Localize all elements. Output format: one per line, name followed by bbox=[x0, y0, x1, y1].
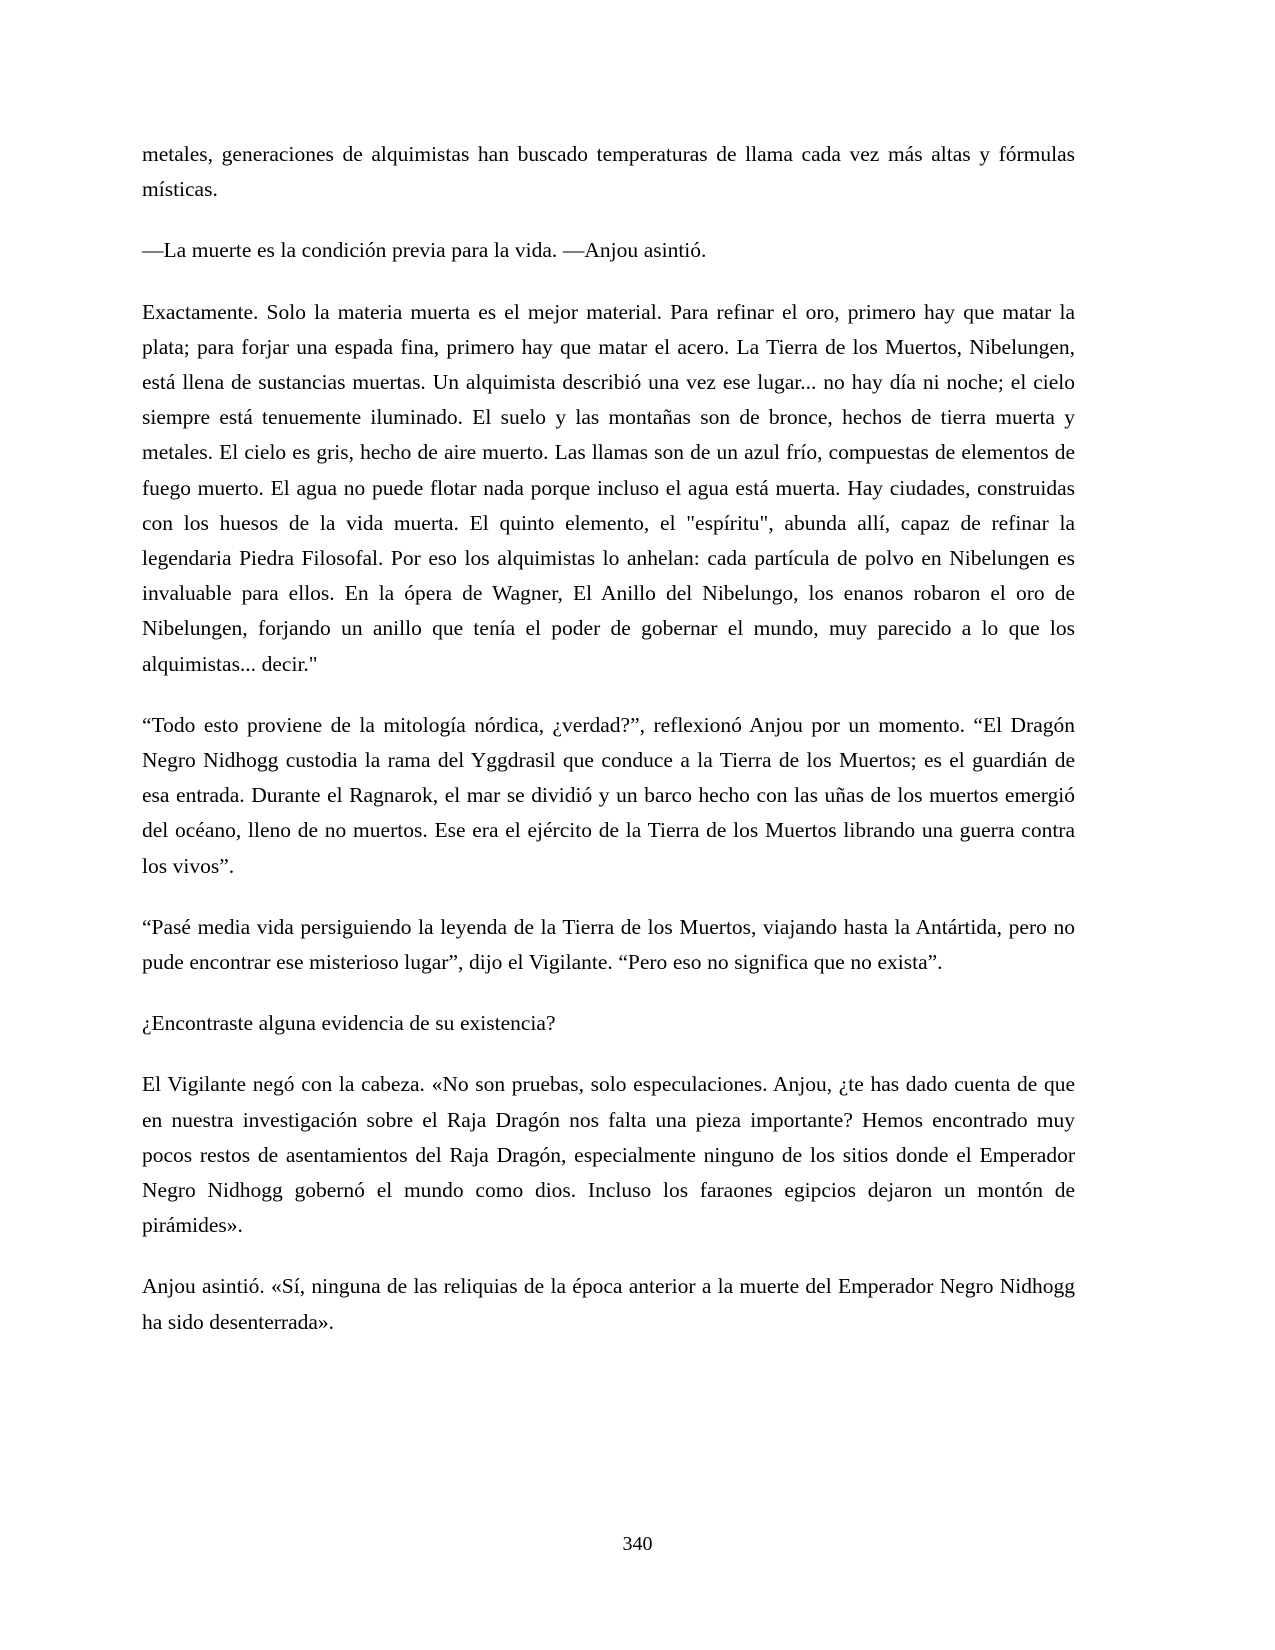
paragraph-7: El Vigilante negó con la cabeza. «No son pruebas, solo especulaciones. Anjou, ¿te has dado cuenta de que en nuestra investigación sobre el Raja Dragón nos falta una pieza importante? Hemos encontrado muy pocos restos de asentamientos del Raja Dragón, especialmente ninguno de los sitios donde el Emperador Negro Nidhogg gobernó el mundo como dios. Incluso los faraones egipcios dejaron un montón de pirámides». bbox=[142, 1072, 1075, 1238]
page-number: 340 bbox=[622, 1533, 653, 1555]
paragraph-3: Exactamente. Solo la materia muerta es el mejor material. Para refinar el oro, primero hay que matar la plata; para forjar una espada fina, primero hay que matar el acero. La Tierra de los Muertos, Nibelungen, está llena de sustancias muertas. Un alquimista describió una vez ese lugar... no hay día ni noche; el cielo siempre está tenuemente iluminado. El suelo y las montañas son de bronce, hechos de tierra muerta y metales. El cielo es gris, hecho de aire muerto. Las llamas son de un azul frío, compuestas de elementos de fuego muerto. El agua no puede flotar nada porque incluso el agua está muerta. Hay ciudades, construidas con los huesos de la vida muerta. El quinto elemento, el "espíritu", abunda allí, capaz de refinar la legendaria Piedra Filosofal. Por eso los alquimistas lo anhelan: cada partícula de polvo en Nibelungen es invaluable para ellos. En la ópera de Wagner, El Anillo del Nibelungo, los enanos robaron el oro de Nibelungen, forjando un anillo que tenía el poder de gobernar el mundo, muy parecido a lo que los alquimistas... decir." bbox=[142, 299, 1075, 676]
paragraph-5: “Pasé media vida persiguiendo la leyenda de la Tierra de los Muertos, viajando hasta la Antártida, pero no pude encontrar ese misterioso lugar”, dijo el Vigilante. “Pero eso no significa que no exista”. bbox=[142, 914, 1075, 975]
paragraph-1: metales, generaciones de alquimistas han buscado temperaturas de llama cada vez más altas y fórmulas místicas. bbox=[142, 142, 1075, 202]
body-text-block bbox=[142, 137, 1075, 1340]
paragraph-6: ¿Encontraste alguna evidencia de su existencia? bbox=[142, 1011, 556, 1036]
paragraph-8: Anjou asintió. «Sí, ninguna de las reliquias de la época anterior a la muerte del Emperador Negro Nidhogg ha sido desenterrada». bbox=[142, 1274, 1075, 1334]
paragraph-2: —La muerte es la condición previa para la vida. —Anjou asintió. bbox=[142, 238, 707, 263]
paragraph-4: “Todo esto proviene de la mitología nórdica, ¿verdad?”, reflexionó Anjou por un momento. “El Dragón Negro Nidhogg custodia la rama del Yggdrasil que conduce a la Tierra de los Muertos; es el guardián de esa entrada. Durante el Ragnarok, el mar se dividió y un barco hecho con las uñas de los muertos emergió del océano, lleno de no muertos. Ese era el ejército de la Tierra de los Muertos librando una guerra contra los vivos”. bbox=[142, 712, 1075, 878]
